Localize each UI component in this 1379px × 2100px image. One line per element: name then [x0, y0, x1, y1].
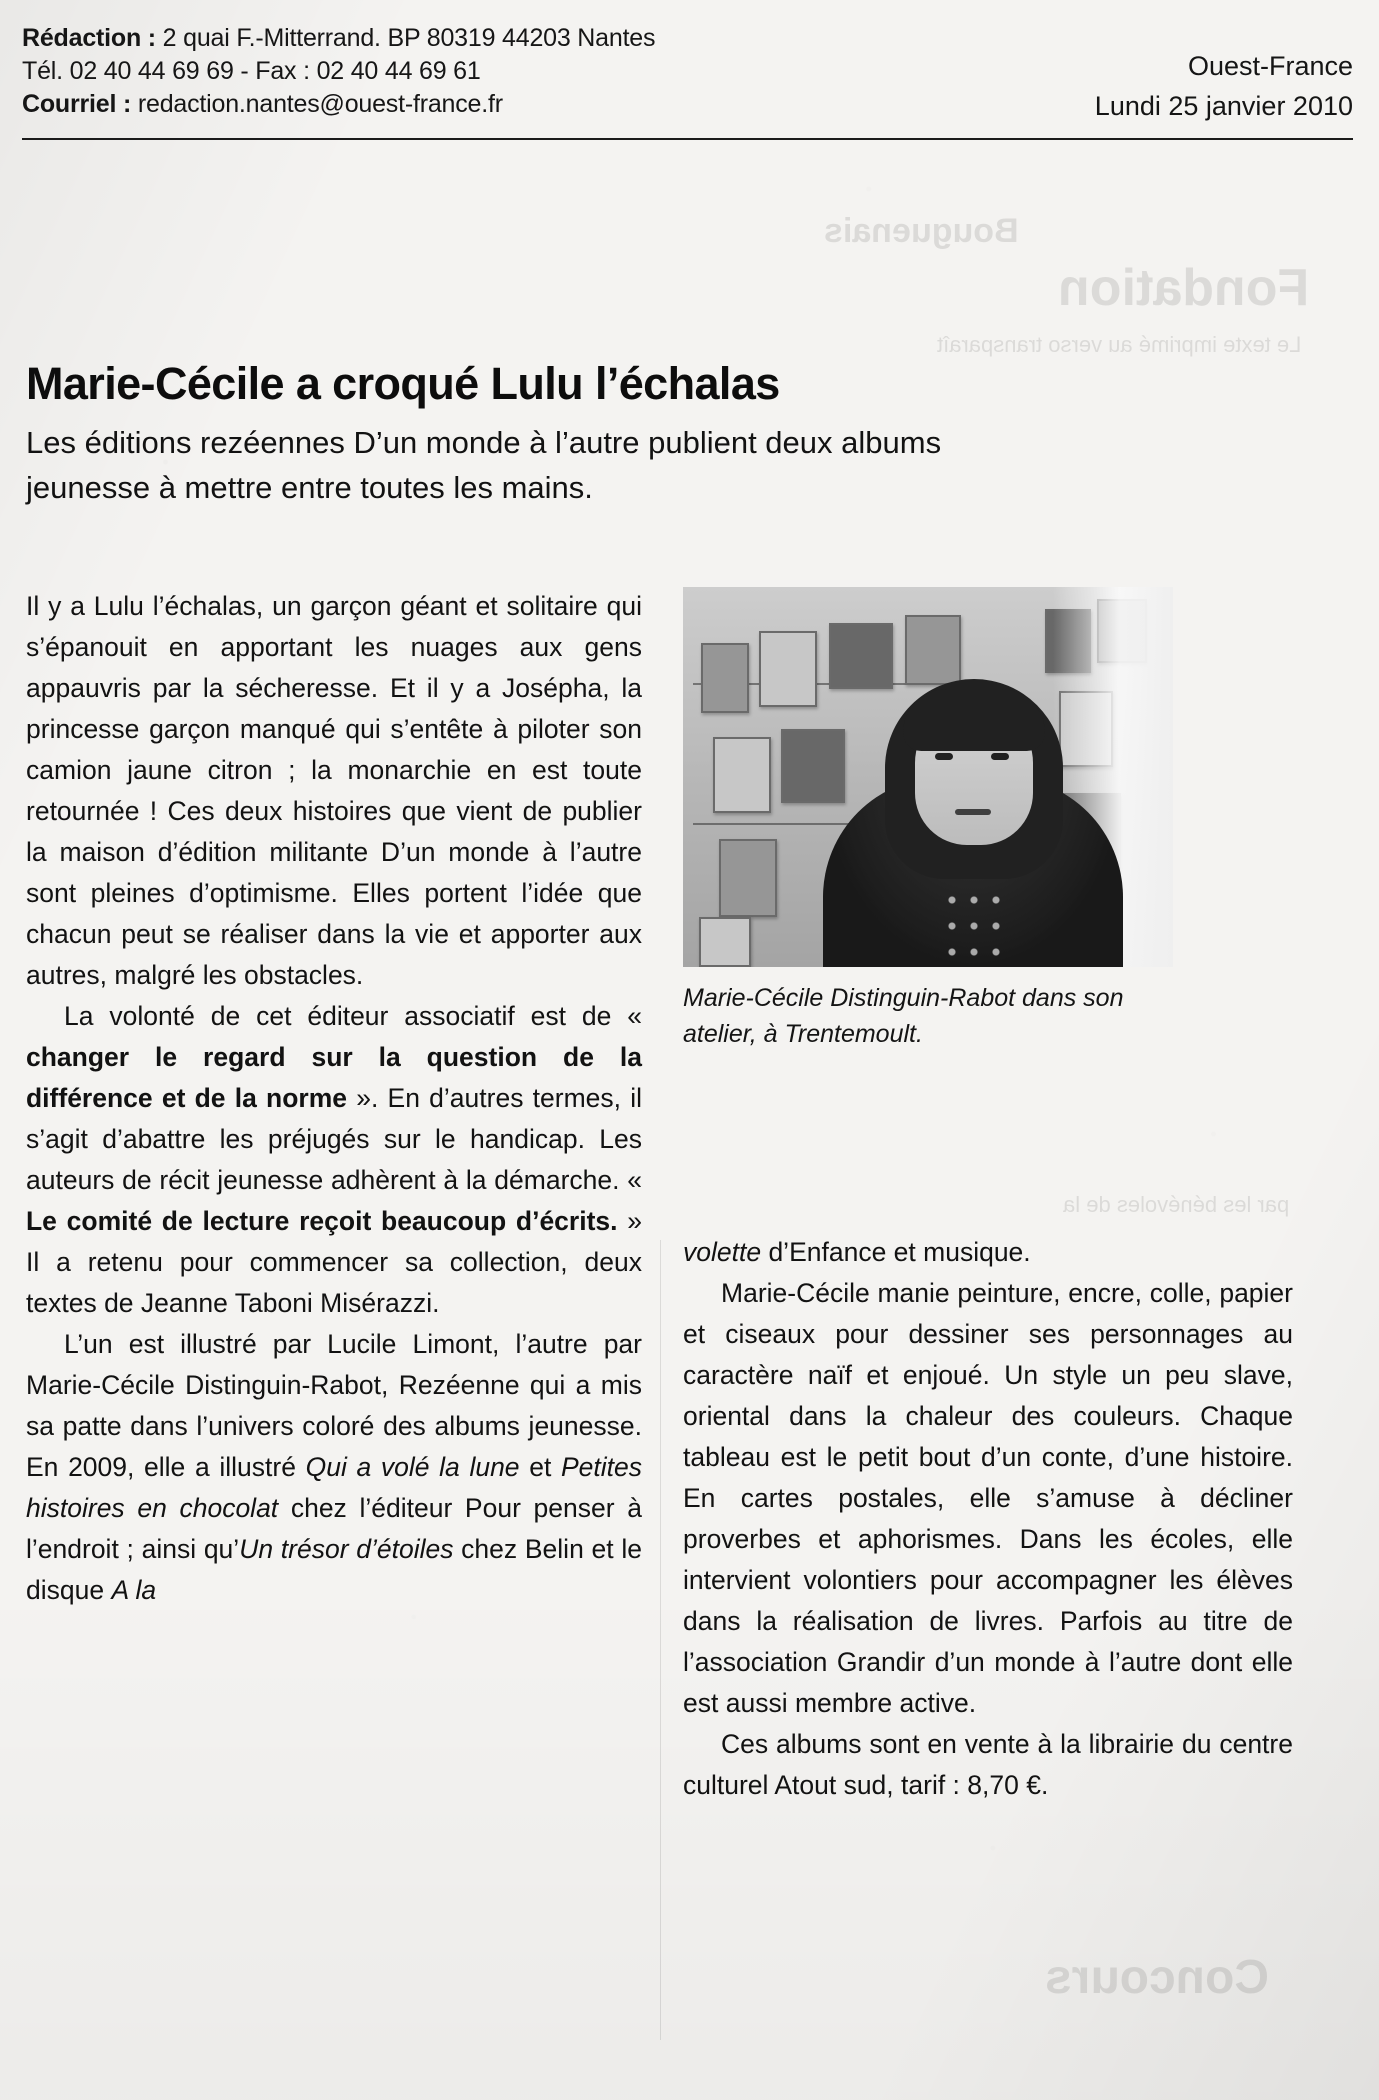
paragraph-text: ». En d’autres termes, il s’agit d’abattre les préjugés sur le handicap. Les auteurs de récit jeunesse adhèrent à la démarche. «: [26, 1083, 642, 1195]
photo-image: [683, 587, 1173, 967]
redaction-line: [22, 22, 655, 55]
bleedthrough-text-3: Le texte imprimé au verso transparaît: [936, 332, 1301, 357]
photo-artwork-card: [701, 643, 749, 713]
column-separator: [660, 1240, 661, 2040]
book-title: Qui a volé la lune: [305, 1452, 520, 1482]
paragraph-text: d’Enfance et musique.: [761, 1237, 1031, 1267]
masthead-divider: [22, 138, 1353, 140]
redaction-label: Rédaction :: [22, 24, 156, 52]
photo-artwork-card: [713, 737, 771, 813]
book-title: Un trésor d’étoiles: [239, 1534, 454, 1564]
paragraph-text: L’un est illustré par Lucile Limont, l’autre par Marie-Cécile Distinguin-Rabot, Rezéenne qui a mis sa patte dans l’univers coloré des albums jeunesse. En 2009, elle a illustré: [26, 1329, 642, 1482]
paragraph: [683, 1232, 1293, 1273]
album-title: A la: [111, 1575, 157, 1605]
photo-person-fringe: [903, 689, 1045, 751]
article-standfirst: Les éditions rezéennes D’un monde à l’autre publient deux albums jeunesse à mettre entre toutes les mains.: [26, 425, 942, 505]
masthead-title-block: [1095, 46, 1353, 126]
paragraph-text: chez Belin et le disque: [26, 1534, 642, 1605]
paragraph: Il y a Lulu l’échalas, un garçon géant et solitaire qui s’épanouit en apportant les nuages aux gens appauvris par la sécheresse. Et il y a Josépha, la princesse garçon manqué qui s’entête à piloter son camion jaune citron ; la monarchie en est toute retournée ! Ces deux histoires que vient de publier la maison d’édition militante D’un monde à l’autre sont pleines d’optimisme. Elles portent l’idée que chacun peut se réaliser dans la vie et apporter aux autres, malgré les obstacles.: [26, 591, 642, 990]
bleedthrough-text-4: par les bénévoles de la: [1062, 1192, 1289, 1217]
photo-person-mouth: [955, 809, 991, 815]
photo-artwork-card: [699, 917, 751, 967]
phone-line: Tél. 02 40 44 69 69 - Fax : 02 40 44 69 61: [22, 57, 481, 85]
article-photo: [683, 587, 1173, 967]
bleedthrough-text-1: Bouguenais: [824, 212, 1019, 250]
photo-person: [823, 667, 1123, 967]
paragraph-text: et: [519, 1452, 561, 1482]
article-column-left: [26, 586, 642, 1611]
paragraph: [26, 1324, 642, 1611]
bleedthrough-text-2: Fondation: [1057, 259, 1309, 317]
article-headline: Marie-Cécile a croqué Lulu l’échalas: [26, 358, 780, 409]
email-label: Courriel :: [22, 90, 132, 118]
photo-artwork-card: [759, 631, 817, 707]
album-title-continued: volette: [683, 1237, 762, 1267]
paper-name: Ouest-France: [1187, 51, 1353, 81]
masthead: [22, 22, 1353, 130]
paragraph-text: La volonté de cet éditeur associatif est de «: [64, 1001, 642, 1031]
paragraph: [26, 996, 642, 1324]
paragraph-text: chez l’éditeur Pour penser à l’endroit ; ainsi qu’: [26, 1493, 642, 1564]
redaction-address: 2 quai F.-Mitterrand. BP 80319 44203 Nantes: [155, 24, 656, 52]
quote-bold: Le comité de lecture reçoit beaucoup d’écrits.: [26, 1206, 618, 1236]
photo-person-eye-left: [935, 753, 953, 760]
issue-date: Lundi 25 janvier 2010: [1094, 91, 1353, 121]
quote-bold: changer le regard sur la question de la différence et de la norme: [26, 1042, 642, 1113]
book-title: Petites histoires en chocolat: [26, 1452, 642, 1523]
photo-caption: Marie-Cécile Distinguin-Rabot dans son atelier, à Trentemoult.: [683, 984, 1124, 1048]
bleedthrough-text-5: Concours: [1044, 1951, 1269, 2004]
email-address: redaction.nantes@ouest-france.fr: [131, 90, 503, 118]
paragraph: Ces albums sont en vente à la librairie du centre culturel Atout sud, tarif : 8,70 €.: [683, 1729, 1293, 1800]
paragraph-text: » Il a retenu pour commencer sa collection, deux textes de Jeanne Taboni Misérazzi.: [26, 1206, 643, 1318]
email-line: [22, 88, 655, 121]
photo-person-eye-right: [991, 753, 1009, 760]
article-column-right: [683, 1232, 1293, 1806]
paragraph: Marie-Cécile manie peinture, encre, colle, papier et ciseaux pour dessiner ses personnages au caractère naïf et enjoué. Un style un peu slave, oriental dans la chaleur des couleurs. Chaque tableau est le petit bout d’un conte, d’une histoire. En cartes postales, elle s’amuse à décliner proverbes et aphorismes. Dans les écoles, elle intervient volontiers pour accompagner les élèves dans la réalisation de livres. Parfois au titre de l’association Grandir d’un monde à l’autre dont elle est aussi membre active.: [683, 1278, 1293, 1718]
photo-artwork-card: [719, 839, 777, 917]
masthead-contact-block: [22, 22, 655, 121]
